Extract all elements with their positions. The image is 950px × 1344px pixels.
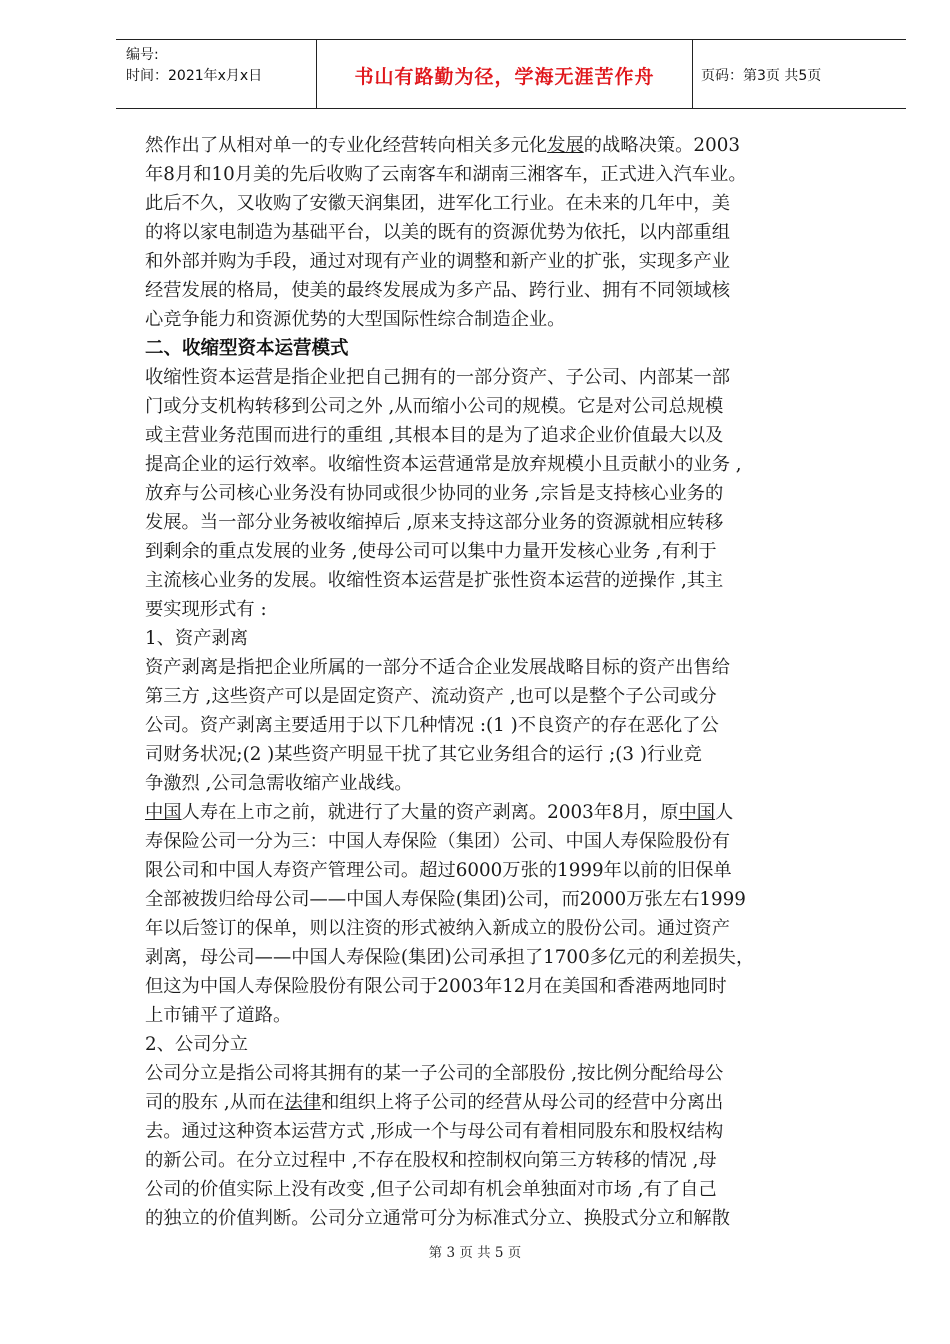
text-segment: 发展。当一部分业务被收缩掉后 ,原来支持这部分业务的资源就相应转移 xyxy=(145,512,724,533)
page-footer: 第 3 页 共 5 页 xyxy=(428,1245,522,1261)
text-segment: 经营发展的格局，使美的最终发展成为多产品、跨行业、拥有不同领域核 xyxy=(145,280,730,301)
text-segment: 的新公司。在分立过程中 ,不存在股权和控制权向第三方转移的情况 ,母 xyxy=(145,1150,717,1171)
text-segment: 门或分支机构转移到公司之外 ,从而缩小公司的规模。它是对公司总规模 xyxy=(145,396,724,417)
text-line xyxy=(145,1204,895,1233)
text-line xyxy=(145,305,895,334)
body-text xyxy=(145,131,895,1233)
text-segment: 然作出了从相对单一的专业化经营转向相关多元化 xyxy=(145,135,548,156)
text-segment: 争激烈 ,公司急需收缩产业战线。 xyxy=(145,773,413,794)
text-segment: 司财务状况;(2 )某些资产明显干扰了其它业务组合的运行 ;(3 )行业竞 xyxy=(145,744,702,765)
text-line xyxy=(145,566,895,595)
text-line xyxy=(145,1146,895,1175)
text-segment: 去。通过这种资本运营方式 ,形成一个与母公司有着相同股东和股权结构 xyxy=(145,1121,724,1142)
text-line xyxy=(145,537,895,566)
text-segment: 2、公司分立 xyxy=(145,1034,249,1055)
text-segment: 公司的价值实际上没有改变 ,但子公司却有机会单独面对市场 ,有了自己 xyxy=(145,1179,717,1200)
number-label: 编号: xyxy=(126,47,159,63)
text-segment: 的将以家电制造为基础平台，以美的既有的资源优势为依托，以内部重组 xyxy=(145,222,730,243)
text-line xyxy=(145,131,895,160)
underlined-term: 中国 xyxy=(145,802,182,823)
text-segment: 或主营业务范围而进行的重组 ,其根本目的是为了追求企业价值最大以及 xyxy=(145,425,724,446)
text-segment: 公司分立是指公司将其拥有的某一子公司的全部股份 ,按比例分配给母公 xyxy=(145,1063,724,1084)
text-segment: 要实现形式有 : xyxy=(145,599,267,620)
text-segment: 心竞争能力和资源优势的大型国际性综合制造企业。 xyxy=(145,309,566,330)
header-meta xyxy=(116,40,316,108)
text-line xyxy=(145,798,895,827)
text-line xyxy=(145,392,895,421)
text-segment: 到剩余的重点发展的业务 ,使母公司可以集中力量开发核心业务 ,有利于 xyxy=(145,541,717,562)
text-line xyxy=(145,160,895,189)
text-line xyxy=(145,247,895,276)
text-segment: 但这为中国人寿保险股份有限公司于2003年12月在美国和香港两地同时 xyxy=(145,976,727,997)
text-line xyxy=(145,769,895,798)
text-line xyxy=(145,740,895,769)
text-line xyxy=(145,421,895,450)
text-segment: 和组织上将子公司的经营从母公司的经营中分离出 xyxy=(321,1092,724,1113)
text-segment: 人寿在上市之前，就进行了大量的资产剥离。2003年8月，原 xyxy=(181,802,679,823)
text-segment: 放弃与公司核心业务没有协同或很少协同的业务 ,宗旨是支持核心业务的 xyxy=(145,483,724,504)
text-segment: 人 xyxy=(715,802,734,823)
text-line xyxy=(145,1117,895,1146)
text-line xyxy=(145,972,895,1001)
text-line xyxy=(145,827,895,856)
header-motto-cell xyxy=(316,40,693,108)
text-line xyxy=(145,1059,895,1088)
page-header xyxy=(116,39,906,109)
text-line xyxy=(145,856,895,885)
page-label: 页码：第3页 共5页 xyxy=(701,68,822,84)
text-segment: 限公司和中国人寿资产管理公司。超过6000万张的1999年以前的旧保单 xyxy=(145,860,732,881)
text-segment: 1、资产剥离 xyxy=(145,628,249,649)
text-segment: 二、收缩型资本运营模式 xyxy=(145,338,349,359)
text-segment: 资产剥离是指把企业所属的一部分不适合企业发展战略目标的资产出售给 xyxy=(145,657,730,678)
text-segment: 第三方 ,这些资产可以是固定资产、流动资产 ,也可以是整个子公司或分 xyxy=(145,686,717,707)
text-line xyxy=(145,914,895,943)
text-segment: 年以后签订的保单，则以注资的形式被纳入新成立的股份公司。通过资产 xyxy=(145,918,730,939)
text-line xyxy=(145,624,895,653)
text-segment: 剥离，母公司——中国人寿保险(集团)公司承担了1700多亿元的利差损失， xyxy=(145,947,755,968)
text-line xyxy=(145,1175,895,1204)
text-line xyxy=(145,1030,895,1059)
section-heading xyxy=(145,334,895,363)
text-line xyxy=(145,711,895,740)
text-segment: 公司。资产剥离主要适用于以下几种情况 :(1 )不良资产的存在恶化了公 xyxy=(145,715,719,736)
text-line xyxy=(145,508,895,537)
text-line xyxy=(145,653,895,682)
text-segment: 上市铺平了道路。 xyxy=(145,1005,292,1026)
text-segment: 寿保险公司一分为三：中国人寿保险（集团）公司、中国人寿保险股份有 xyxy=(145,831,730,852)
text-line xyxy=(145,885,895,914)
text-line xyxy=(145,595,895,624)
text-segment: 提高企业的运行效率。收缩性资本运营通常是放弃规模小且贡献小的业务 , xyxy=(145,454,742,475)
text-line xyxy=(145,189,895,218)
text-line xyxy=(145,450,895,479)
underlined-term: 法律 xyxy=(284,1092,322,1113)
underlined-term: 发展 xyxy=(547,135,584,156)
text-line xyxy=(145,276,895,305)
text-line xyxy=(145,218,895,247)
text-segment: 此后不久，又收购了安徽天润集团，进军化工行业。在未来的几年中，美 xyxy=(145,193,730,214)
text-line xyxy=(145,363,895,392)
motto-text: 书山有路勤为径，学海无涯苦作舟 xyxy=(354,66,655,88)
time-label: 时间：2021年x月x日 xyxy=(126,68,263,84)
underlined-term: 中国 xyxy=(678,802,716,823)
text-segment: 全部被拨归给母公司——中国人寿保险(集团)公司，而2000万张左右1999 xyxy=(145,889,746,910)
text-segment: 的战略决策。2003 xyxy=(583,135,740,156)
text-line xyxy=(145,682,895,711)
text-segment: 司的股东 ,从而在 xyxy=(145,1092,285,1113)
text-line xyxy=(145,479,895,508)
text-segment: 和外部并购为手段，通过对现有产业的调整和新产业的扩张，实现多产业 xyxy=(145,251,730,272)
text-segment: 收缩性资本运营是指企业把自己拥有的一部分资产、子公司、内部某一部 xyxy=(145,367,730,388)
text-segment: 主流核心业务的发展。收缩性资本运营是扩张性资本运营的逆操作 ,其主 xyxy=(145,570,724,591)
text-segment: 的独立的价值判断。公司分立通常可分为标准式分立、换股式分立和解散 xyxy=(145,1208,730,1229)
text-segment: 年8月和10月美的先后收购了云南客车和湖南三湘客车，正式进入汽车业。 xyxy=(145,164,747,185)
text-line xyxy=(145,943,895,972)
text-line xyxy=(145,1001,895,1030)
text-line xyxy=(145,1088,895,1117)
